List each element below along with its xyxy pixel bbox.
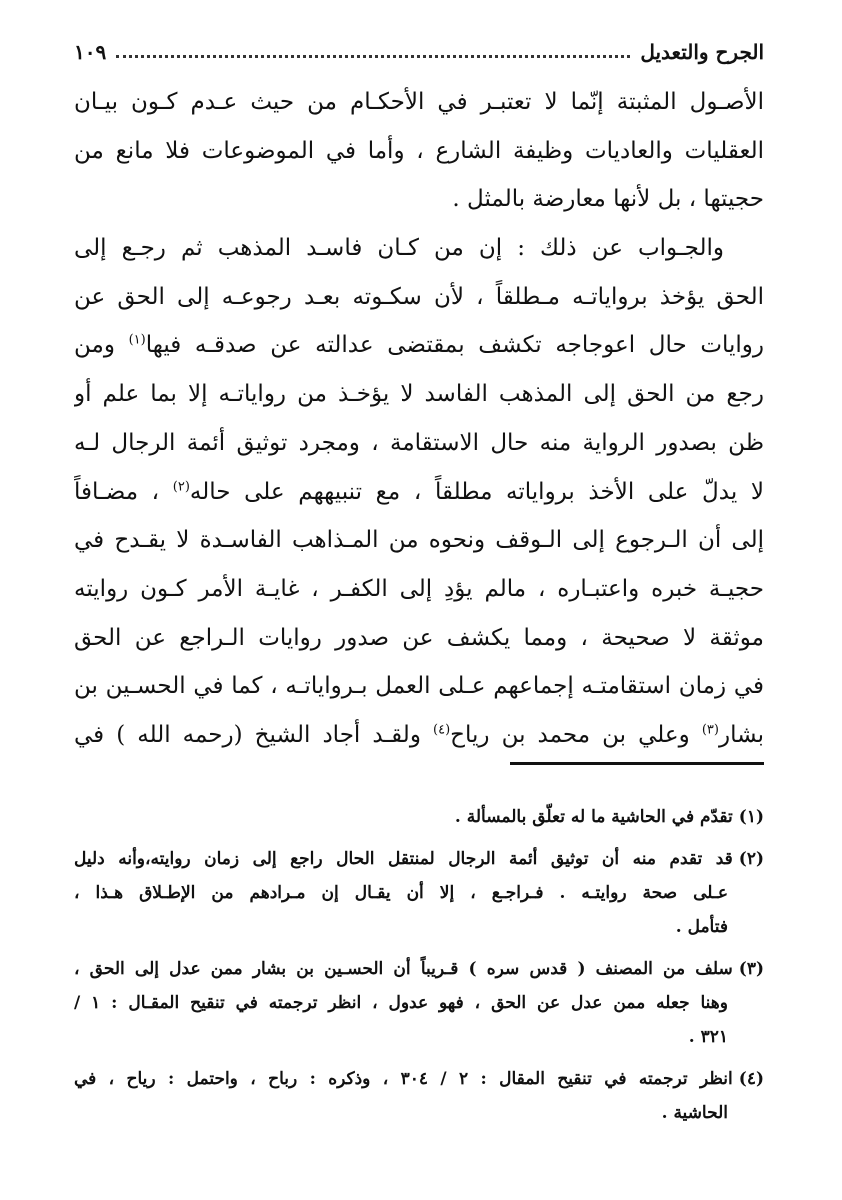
body-line: في زمان استقامتـه إجماعهم عـلى العمل بـرواياتـه ، كما في الحسـين بن: [74, 673, 764, 700]
footnotes: [74, 800, 764, 1138]
note-marker: (٤): [433, 722, 451, 738]
body-line-text: ، مضـافاً: [74, 478, 160, 505]
footnote-line: الحاشية .: [661, 1103, 728, 1123]
footnote-line: [74, 952, 764, 986]
page-header: [74, 28, 764, 64]
body-line-text: روايات حال اعوجاجه تكشف بمقتضى عدالته عن صدقـه فيها: [145, 332, 764, 359]
footnote-3: [74, 952, 764, 1054]
footnote-text: سلف من المصنف ( قدس سره ) قـريباً أن الحسـين بن بشار ممن عدل إلى الحق ،: [74, 959, 733, 979]
footnote-2: [74, 842, 764, 944]
body-line: حجيـة خبره واعتبـاره ، مالم يؤدِ إلى الكفـر ، غايـة الأمر كـون روايته: [74, 575, 764, 602]
body-line-text: بشار: [718, 721, 764, 748]
body-line-text: ولقـد أجاد الشيخ (رحمه الله ) في: [74, 721, 421, 748]
footnote-line: عـلى صحة روايتـه . فـراجـع ، إلا أن يقـال إن مـرادهم من الإطـلاق هـذا ،: [74, 883, 728, 903]
running-title: الجرح والتعديل: [640, 40, 764, 64]
footnote-line: [74, 1062, 764, 1096]
footnote-number: (٣): [738, 959, 764, 979]
footnote-line: [74, 842, 764, 876]
footnote-text: انظر ترجمته في تنقيح المقال : ٢ / ٣٠٤ ، وذكره : رباح ، واحتمل : رياح ، في: [74, 1069, 733, 1089]
body-line: حجيتها ، بل لأنها معارضة بالمثل .: [452, 186, 764, 213]
note-marker: (٢): [172, 478, 190, 494]
footnote-line: فتأمل .: [675, 917, 728, 937]
footnote-text: تقدّم في الحاشية ما له تعلّق بالمسألة .: [454, 807, 733, 827]
note-marker: (٣): [701, 722, 719, 738]
body-line-text: ومن: [74, 332, 115, 359]
footnote-number: (٤): [738, 1069, 764, 1089]
body-line: رجع من الحق إلى المذهب الفاسد لا يؤخـذ من رواياتـه إلا بما علم أو: [74, 381, 764, 408]
header-dot-leader: [116, 55, 630, 58]
footnote-line: ٣٢١ .: [688, 1027, 728, 1047]
footnote-text: قد تقدم منه أن توثيق أئمة الرجال لمنتقل الحال راجع إلى زمان روايته،وأنه دليل: [74, 849, 733, 869]
body-line: والجـواب عن ذلك : إن من كـان فاسـد المذهب ثم رجـع إلى: [74, 235, 724, 262]
body-line: إلى أن الـرجوع إلى الـوقف ونحوه من المـذاهب الفاسـدة لا يقـدح في: [74, 527, 764, 554]
body-line-text: وعلي بن محمد بن رياح: [450, 721, 690, 748]
footnote-line: [74, 800, 764, 834]
footnote-separator: [510, 762, 764, 765]
note-marker: (١): [128, 332, 146, 348]
body-line: العقليات والعاديات وظيفة الشارع ، وأما في الموضوعات فلا مانع من: [74, 137, 764, 164]
main-text: [74, 78, 764, 760]
body-line: الحق يؤخذ برواياتـه مـطلقاً ، لأن سكـوته بعـد رجوعـه إلى الحق عن: [74, 283, 764, 310]
footnote-1: [74, 800, 764, 834]
body-line: [74, 321, 764, 370]
page-number: ١٠٩: [74, 40, 107, 64]
body-line: الأصـول المثبتة إنّما لا تعتبـر في الأحكـام من حيث عـدم كـون بيـان: [74, 89, 764, 115]
body-line: موثقة لا صحيحة ، ومما يكشف عن صدور روايات الـراجع عن الحق: [74, 624, 764, 651]
footnote-number: (١): [738, 807, 764, 827]
footnote-line: وهنا جعله ممن عدل عن الحق ، فهو عدول ، انظر ترجمته في تنقيح المقـال : ١ /: [74, 993, 728, 1013]
body-line: ظن بصدور الرواية منه حال الاستقامة ، ومجرد توثيق أئمة الرجال لـه: [74, 429, 764, 456]
footnote-number: (٢): [738, 849, 764, 869]
body-line: [74, 468, 764, 517]
body-line-text: لا يدلّ على الأخذ برواياته مطلقاً ، مع تنبيههم على حاله: [189, 478, 764, 505]
footnote-4: [74, 1062, 764, 1130]
body-line: [74, 711, 764, 760]
